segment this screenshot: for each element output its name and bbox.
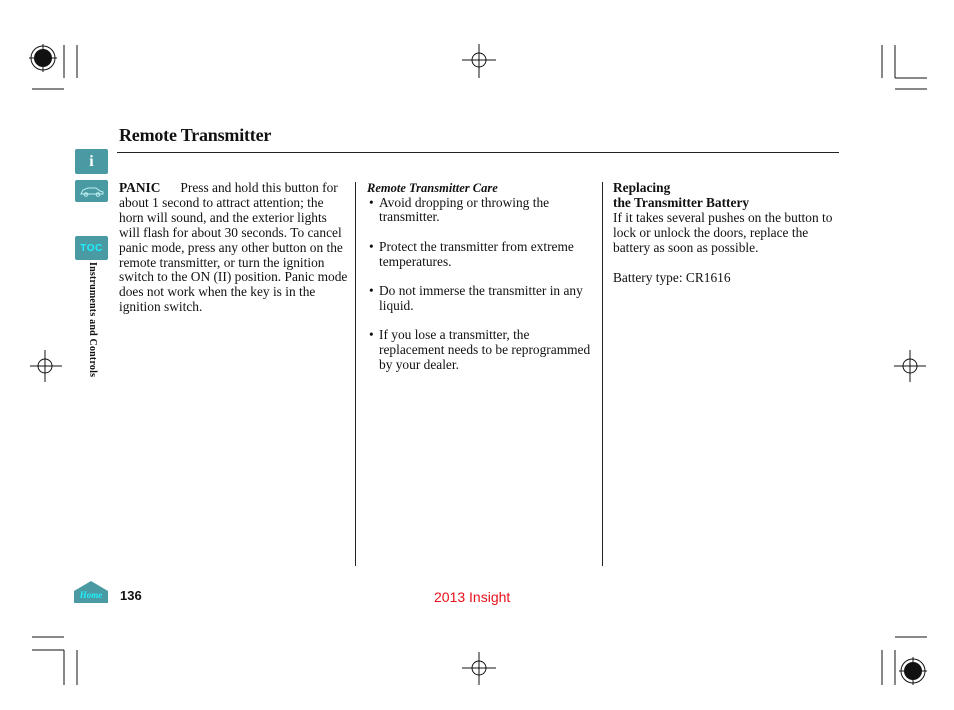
battery-heading-line1: Replacing <box>613 180 671 195</box>
registration-mark-top-left <box>29 44 57 72</box>
column-divider-2 <box>602 182 603 566</box>
toc-button-label: TOC <box>80 242 103 254</box>
care-section <box>367 181 595 388</box>
battery-type: Battery type: CR1616 <box>613 269 731 285</box>
page-number: 136 <box>120 588 142 603</box>
panic-section <box>119 181 348 315</box>
list-item: • Do not immerse the transmitter in any liquid. <box>367 284 595 314</box>
crosshair-middle-right <box>894 350 926 382</box>
registration-mark-bottom-right <box>899 657 927 685</box>
home-button-label: Home <box>79 590 103 600</box>
battery-section <box>613 181 841 285</box>
list-item: • Avoid dropping or throwing the transmitter. <box>367 196 595 226</box>
crosshair-top-center <box>462 44 496 78</box>
care-bullet-list <box>367 196 595 374</box>
car-icon[interactable] <box>75 180 108 202</box>
home-button[interactable] <box>72 580 110 604</box>
footer-model-name: 2013 Insight <box>434 589 511 605</box>
toc-button[interactable] <box>75 236 108 260</box>
battery-heading-line2: the Transmitter Battery <box>613 194 750 210</box>
column-divider-1 <box>355 182 356 566</box>
list-item: • Protect the transmitter from extreme temperatures. <box>367 240 595 270</box>
panic-heading: PANIC <box>119 180 161 195</box>
panic-body: Press and hold this button for about 1 second to attract attention; the horn will sound, and the exterior lights will flash for about 30 seconds. To cancel panic mode, press any other button on the remote transmitter, or turn the ignition switch to the ON (II) position. Panic mode does not work when the key is in the ignition switch. <box>119 180 348 315</box>
page-title: Remote Transmitter <box>119 125 272 145</box>
home-icon <box>72 580 110 604</box>
battery-body: If it takes several pushes on the button to lock or unlock the doors, replace the battery as soon as possible. <box>613 209 833 255</box>
title-divider <box>117 152 839 153</box>
list-item: • If you lose a transmitter, the replacement needs to be reprogrammed by your dealer. <box>367 328 595 373</box>
section-label: Instruments and Controls <box>87 262 98 378</box>
crosshair-middle-left <box>30 350 62 382</box>
care-heading: Remote Transmitter Care <box>367 181 498 195</box>
info-icon[interactable] <box>75 149 108 174</box>
crosshair-bottom-center <box>462 652 496 685</box>
info-icon-label: i <box>89 152 94 170</box>
car-outline-icon <box>79 185 105 197</box>
